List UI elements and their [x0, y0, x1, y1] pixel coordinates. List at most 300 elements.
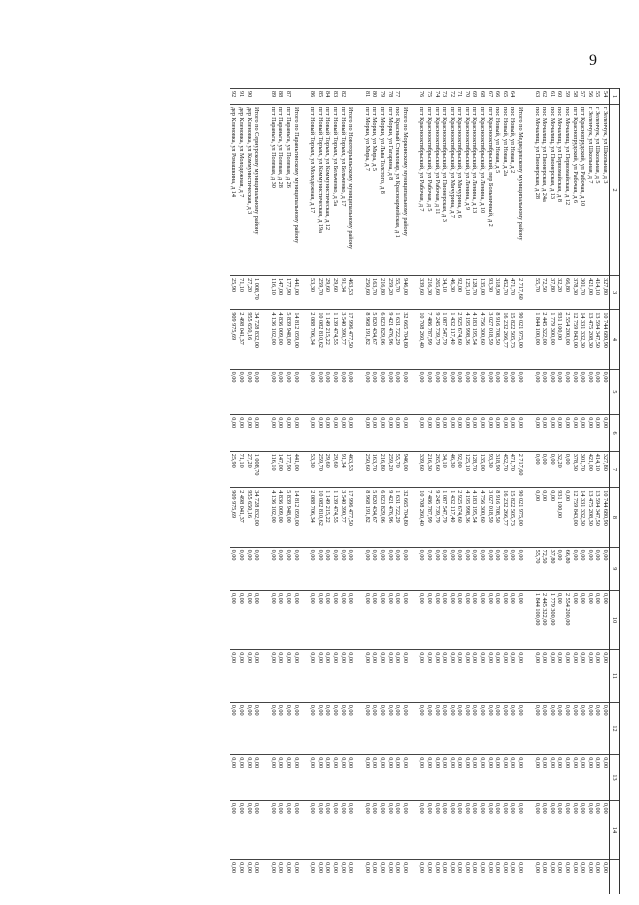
value-cell: 4 136 102,00 [269, 310, 277, 369]
value-cell: 0,00 [448, 415, 456, 452]
row-number: 65 [501, 89, 509, 105]
value-cell: 13 475 208,30 [586, 310, 594, 369]
value-cell: 4 756 300,60 [479, 488, 487, 547]
table-row [425, 89, 433, 895]
address-cell: пос Мочалищ, ул Первомайская, д 8 [556, 104, 564, 275]
value-cell: 0,00 [556, 800, 564, 859]
value-cell: 414,10 [594, 451, 602, 488]
value-cell: 0,00 [237, 860, 245, 894]
value-cell: 0,00 [339, 755, 347, 801]
value-cell: 0,00 [556, 702, 564, 754]
table-row [579, 89, 587, 895]
subtotal-row [292, 89, 300, 895]
column-number-header: 11 [610, 650, 620, 702]
table-body [230, 89, 610, 895]
address-cell: пгт Морки, ул Льва Толстого, д 8 [378, 104, 386, 275]
address-cell: пгт Параньга, ул Полевая, д 26 [284, 104, 292, 275]
value-cell: 0,00 [571, 547, 579, 590]
value-cell: 0,00 [456, 755, 464, 801]
spacer-cell [409, 650, 418, 702]
value-cell: 5 820 434,67 [371, 488, 379, 547]
value-cell: 1 631 722,29 [394, 488, 402, 547]
value-cell: 0,00 [433, 860, 441, 894]
value-cell: 1 139 474,55 [331, 310, 339, 369]
value-cell: 339,60 [418, 451, 426, 488]
value-cell: 0,00 [347, 650, 355, 702]
value-cell: 0,00 [309, 547, 317, 590]
value-cell: 0,00 [284, 369, 292, 415]
row-number: 81 [363, 89, 371, 105]
value-cell: 0,00 [601, 702, 609, 754]
table-row [230, 89, 238, 895]
value-cell: 2 088 706,34 [309, 488, 317, 547]
value-cell: 0,00 [394, 590, 402, 649]
value-cell: 163,70 [371, 451, 379, 488]
table-row [277, 89, 285, 895]
value-cell: 0,00 [533, 755, 541, 801]
row-number: 88 [277, 89, 285, 105]
value-cell: 0,00 [586, 590, 594, 649]
value-cell: 0,00 [556, 590, 564, 649]
value-cell: 0,00 [456, 800, 464, 859]
value-cell: 0,00 [347, 415, 355, 452]
value-cell: 91,34 [339, 451, 347, 488]
value-cell: 0,00 [425, 860, 433, 894]
spacer-cell [524, 547, 533, 590]
value-cell: 0,00 [237, 415, 245, 452]
spacer-cell [300, 860, 309, 894]
value-cell: 0,00 [471, 800, 479, 859]
column-number-header: 6 [610, 415, 620, 452]
value-cell: 0,00 [501, 590, 509, 649]
value-cell: 0,00 [284, 702, 292, 754]
value-cell: 0,00 [571, 755, 579, 801]
value-cell: 0,00 [441, 369, 449, 415]
value-cell: 471,70 [509, 276, 517, 310]
value-cell: 0,00 [371, 702, 379, 754]
value-cell: 0,00 [245, 369, 253, 415]
value-cell: 8 916 708,50 [494, 488, 502, 547]
value-cell: 0,00 [237, 702, 245, 754]
value-cell: 0,00 [292, 590, 300, 649]
value-cell: 0,00 [486, 650, 494, 702]
value-cell: 0,00 [316, 800, 324, 859]
value-cell: 0,00 [245, 590, 253, 649]
value-cell: 0,00 [339, 650, 347, 702]
table-row [563, 89, 571, 895]
value-cell: 0,00 [324, 650, 332, 702]
value-cell: 177,90 [284, 276, 292, 310]
spacer-cell [354, 89, 363, 105]
spacer-row [409, 89, 418, 895]
value-cell: 34 728 832,00 [253, 488, 261, 547]
value-cell: 0,00 [331, 650, 339, 702]
table-row [448, 89, 456, 895]
value-cell: 0,00 [516, 415, 524, 452]
value-cell: 2 554 200,00 [563, 310, 571, 369]
value-cell: 0,00 [292, 860, 300, 894]
address-cell: пос Новый, ул Новая, д 5 [494, 104, 502, 275]
value-cell: 946,00 [401, 451, 409, 488]
value-cell: 37,80 [548, 276, 556, 310]
value-cell: 0,00 [316, 650, 324, 702]
table-row [324, 89, 332, 895]
value-cell: 0,00 [563, 415, 571, 452]
value-cell: 0,00 [309, 702, 317, 754]
value-cell: 7 486 787,99 [425, 310, 433, 369]
value-cell: 0,00 [418, 702, 426, 754]
value-cell: 116,10 [269, 276, 277, 310]
value-cell: 0,00 [571, 369, 579, 415]
value-cell: 0,00 [479, 755, 487, 801]
value-cell: 0,00 [277, 755, 285, 801]
value-cell: 216,30 [425, 276, 433, 310]
value-cell: 3 027 018,59 [486, 488, 494, 547]
value-cell: 4 836 009,00 [277, 488, 285, 547]
value-cell: 0,00 [563, 860, 571, 894]
value-cell: 452,70 [501, 276, 509, 310]
value-cell: 0,00 [309, 369, 317, 415]
value-cell: 0,00 [486, 369, 494, 415]
value-cell: 0,00 [292, 547, 300, 590]
value-cell: 0,00 [284, 650, 292, 702]
value-cell: 0,00 [309, 650, 317, 702]
value-cell: 0,00 [324, 547, 332, 590]
value-cell: 1 139 474,55 [331, 488, 339, 547]
value-cell: 0,00 [556, 860, 564, 894]
value-cell: 0,00 [471, 702, 479, 754]
value-cell: 0,00 [486, 800, 494, 859]
value-cell: 0,00 [378, 800, 386, 859]
value-cell: 0,00 [269, 702, 277, 754]
value-cell: 0,00 [292, 800, 300, 859]
value-cell: 0,00 [594, 800, 602, 859]
value-cell: 0,00 [556, 755, 564, 801]
column-number-header: 13 [610, 755, 620, 801]
value-cell: 0,00 [371, 860, 379, 894]
value-cell: 1 844 100,00 [533, 310, 541, 369]
value-cell: 0,00 [533, 488, 541, 547]
table-row [386, 89, 394, 895]
value-cell: 0,00 [324, 369, 332, 415]
row-number: 69 [471, 89, 479, 105]
value-cell: 0,00 [309, 755, 317, 801]
value-cell: 0,00 [378, 860, 386, 894]
row-number: 63 [533, 89, 541, 105]
table-row [463, 89, 471, 895]
value-cell: 0,00 [292, 650, 300, 702]
value-cell: 163,70 [371, 276, 379, 310]
value-cell: 0,00 [324, 755, 332, 801]
value-cell: 0,00 [463, 369, 471, 415]
row-number [516, 89, 524, 105]
table-row [245, 89, 253, 895]
value-cell: 2 088 706,34 [309, 310, 317, 369]
value-cell: 0,00 [479, 860, 487, 894]
value-cell: 0,00 [548, 369, 556, 415]
value-cell: 7 486 787,99 [425, 488, 433, 547]
value-cell: 0,00 [292, 755, 300, 801]
value-cell: 34 728 832,00 [253, 310, 261, 369]
spacer-cell [524, 860, 533, 894]
value-cell: 0,00 [284, 415, 292, 452]
value-cell: 0,00 [237, 800, 245, 859]
value-cell: 29,60 [324, 276, 332, 310]
value-cell: 0,00 [284, 547, 292, 590]
value-cell: 53,30 [309, 451, 317, 488]
value-cell: 250,60 [363, 451, 371, 488]
value-cell: 0,00 [541, 702, 549, 754]
value-cell: 17 996 477,50 [347, 310, 355, 369]
spacer-cell [354, 800, 363, 859]
column-number-header: 9 [610, 547, 620, 590]
row-number: 76 [418, 89, 426, 105]
spacer-cell [300, 590, 309, 649]
value-cell: 0,00 [363, 860, 371, 894]
table-row [501, 89, 509, 895]
table-row [441, 89, 449, 895]
value-cell: 4 836 009,00 [277, 310, 285, 369]
value-cell: 1 432 117,40 [448, 310, 456, 369]
value-cell: 0,00 [586, 369, 594, 415]
value-cell: 0,00 [541, 860, 549, 894]
value-cell: 27,20 [245, 276, 253, 310]
value-cell: 0,00 [386, 369, 394, 415]
value-cell: 0,00 [394, 702, 402, 754]
address-cell: пгт Краснооктябрьский, ул Ленина, д 10 [479, 104, 487, 275]
value-cell: 0,00 [541, 369, 549, 415]
row-number: 79 [378, 89, 386, 105]
spacer-row [300, 89, 309, 895]
column-number-header [610, 860, 620, 894]
value-cell: 0,00 [541, 451, 549, 488]
column-number-header: 4 [610, 310, 620, 369]
value-cell: 0,00 [456, 369, 464, 415]
value-cell: 0,00 [516, 860, 524, 894]
value-cell: 216,80 [378, 276, 386, 310]
value-cell: 0,00 [245, 800, 253, 859]
value-cell: 0,00 [277, 547, 285, 590]
value-cell: 0,00 [245, 650, 253, 702]
table-row [284, 89, 292, 895]
spacer-cell [300, 369, 309, 415]
value-cell: 0,00 [463, 590, 471, 649]
value-cell: 0,00 [425, 702, 433, 754]
row-number [401, 89, 409, 105]
value-cell: 0,00 [463, 755, 471, 801]
value-cell: 0,00 [556, 650, 564, 702]
value-cell: 0,00 [501, 755, 509, 801]
value-cell: 0,00 [509, 702, 517, 754]
value-cell: 32 665 704,80 [401, 310, 409, 369]
value-cell: 0,00 [347, 590, 355, 649]
spacer-cell [260, 650, 269, 702]
value-cell: 0,00 [579, 702, 587, 754]
spacer-cell [409, 369, 418, 415]
spacer-cell [300, 650, 309, 702]
address-cell: дер Кленовка, ул Ромашкина, д 14 [230, 104, 238, 275]
subtotal-row [253, 89, 261, 895]
column-number-header: 12 [610, 702, 620, 754]
value-cell: 0,00 [316, 369, 324, 415]
address-cell: Итого по Медведевскому муниципальному району [516, 104, 524, 275]
value-cell: 1 844 100,00 [533, 590, 541, 649]
address-cell: пгт Краснооктябрьский, ул Пионерская, д 3 [441, 104, 449, 275]
value-cell: 0,00 [292, 702, 300, 754]
value-cell: 327,80 [601, 451, 609, 488]
row-number: 86 [309, 89, 317, 105]
value-cell: 0,00 [548, 860, 556, 894]
value-cell: 0,00 [441, 860, 449, 894]
value-cell: 0,00 [425, 800, 433, 859]
spacer-cell [354, 488, 363, 547]
value-cell: 0,00 [494, 415, 502, 452]
column-number-header: 1 [610, 89, 620, 105]
value-cell: 93,30 [486, 451, 494, 488]
value-cell: 0,00 [378, 702, 386, 754]
spacer-cell [409, 800, 418, 859]
row-number: 70 [463, 89, 471, 105]
value-cell: 0,00 [448, 369, 456, 415]
address-cell: Итого по Параньгинскому муниципальному району [292, 104, 300, 275]
value-cell: 0,00 [471, 369, 479, 415]
spacer-cell [300, 451, 309, 488]
value-cell: 14 812 059,00 [292, 488, 300, 547]
column-number-header: 10 [610, 590, 620, 649]
row-number: 58 [571, 89, 579, 105]
value-cell: 0,00 [371, 369, 379, 415]
value-cell: 0,00 [556, 547, 564, 590]
value-cell: 0,00 [586, 860, 594, 894]
value-cell: 0,00 [253, 415, 261, 452]
value-cell: 0,00 [386, 547, 394, 590]
value-cell: 421,00 [586, 451, 594, 488]
value-cell: 0,00 [394, 369, 402, 415]
value-cell: 0,00 [378, 415, 386, 452]
value-cell: 15 822 505,73 [509, 488, 517, 547]
value-cell: 34,10 [441, 451, 449, 488]
value-cell: 0,00 [418, 415, 426, 452]
value-cell: 3 027 018,59 [486, 310, 494, 369]
address-cell: пгт Параньга, ул Полевая, д 30 [269, 104, 277, 275]
value-cell: 0,00 [571, 650, 579, 702]
address-cell: Итого по Новоторъяльскому муниципальному району [347, 104, 355, 275]
value-cell: 91,34 [339, 276, 347, 310]
value-cell: 0,00 [479, 547, 487, 590]
value-cell: 116,10 [269, 451, 277, 488]
value-cell: 0,00 [448, 755, 456, 801]
spacer-cell [260, 755, 269, 801]
value-cell: 0,00 [339, 590, 347, 649]
value-cell: 0,00 [363, 755, 371, 801]
address-cell: пгт Краснопрудский, ул Рабочая, д 6 [571, 104, 579, 275]
value-cell: 135,00 [479, 451, 487, 488]
value-cell: 0,00 [441, 650, 449, 702]
address-cell: пос Мочалищ, ул Первомайская, д 12 [563, 104, 571, 275]
address-cell: пос Мочалищ, ул Пионерская, д 13 [548, 104, 556, 275]
value-cell: 0,00 [339, 547, 347, 590]
value-cell: 0,00 [448, 860, 456, 894]
spacer-cell [260, 369, 269, 415]
value-cell: 0,00 [448, 800, 456, 859]
subtotal-row [516, 89, 524, 895]
value-cell: 2 717,60 [516, 451, 524, 488]
value-cell: 0,00 [386, 860, 394, 894]
row-number: 60 [556, 89, 564, 105]
table-row [494, 89, 502, 895]
spacer-cell [354, 451, 363, 488]
value-cell: 10 744 680,90 [601, 488, 609, 547]
value-cell: 1 779 300,00 [548, 590, 556, 649]
value-cell: 0,00 [441, 590, 449, 649]
spacer-cell [409, 451, 418, 488]
value-cell: 0,00 [509, 547, 517, 590]
value-cell: 0,00 [269, 369, 277, 415]
value-cell: 0,00 [347, 702, 355, 754]
value-cell: 0,00 [586, 547, 594, 590]
value-cell: 10 708 260,40 [418, 310, 426, 369]
spacer-cell [354, 310, 363, 369]
value-cell: 90 021 975,00 [516, 488, 524, 547]
value-cell: 0,00 [230, 415, 238, 452]
address-cell: г Зеленчук, ул Школьная, д 3 [601, 104, 609, 275]
value-cell: 0,00 [579, 755, 587, 801]
spacer-cell [300, 89, 309, 105]
value-cell: 0,00 [269, 755, 277, 801]
value-cell: 10 082 810,62 [316, 310, 324, 369]
table-row [556, 89, 564, 895]
value-cell: 0,00 [579, 415, 587, 452]
spacer-cell [260, 547, 269, 590]
value-cell: 0,00 [277, 702, 285, 754]
value-cell: 0,00 [394, 547, 402, 590]
value-cell: 0,00 [571, 800, 579, 859]
table-row [541, 89, 549, 895]
value-cell: 14 331 332,30 [579, 488, 587, 547]
value-cell: 250,60 [363, 276, 371, 310]
spacer-cell [260, 104, 269, 275]
row-number: 91 [237, 89, 245, 105]
address-cell: пгт Новый Торъял, ул Коммунистическая, д 19а [316, 104, 324, 275]
value-cell: 0,00 [433, 369, 441, 415]
value-cell: 0,00 [331, 702, 339, 754]
value-cell: 0,00 [433, 590, 441, 649]
value-cell: 0,00 [292, 415, 300, 452]
value-cell: 0,00 [548, 650, 556, 702]
value-cell: 10 744 680,90 [601, 310, 609, 369]
value-cell: 0,00 [541, 415, 549, 452]
spacer-cell [354, 702, 363, 754]
value-cell: 259,20 [386, 276, 394, 310]
value-cell: 13 594 347,50 [594, 488, 602, 547]
value-cell: 0,00 [571, 590, 579, 649]
value-cell: 0,00 [371, 415, 379, 452]
spacer-cell [409, 104, 418, 275]
value-cell: 0,00 [548, 488, 556, 547]
value-cell: 0,00 [277, 590, 285, 649]
value-cell: 0,00 [509, 755, 517, 801]
spacer-cell [409, 310, 418, 369]
value-cell: 0,00 [601, 590, 609, 649]
value-cell: 0,00 [339, 860, 347, 894]
value-cell: 46,30 [448, 276, 456, 310]
value-cell: 0,00 [418, 860, 426, 894]
spacer-cell [260, 310, 269, 369]
value-cell: 125,10 [463, 451, 471, 488]
value-cell: 441,00 [292, 276, 300, 310]
table-row [309, 89, 317, 895]
value-cell: 0,00 [501, 547, 509, 590]
